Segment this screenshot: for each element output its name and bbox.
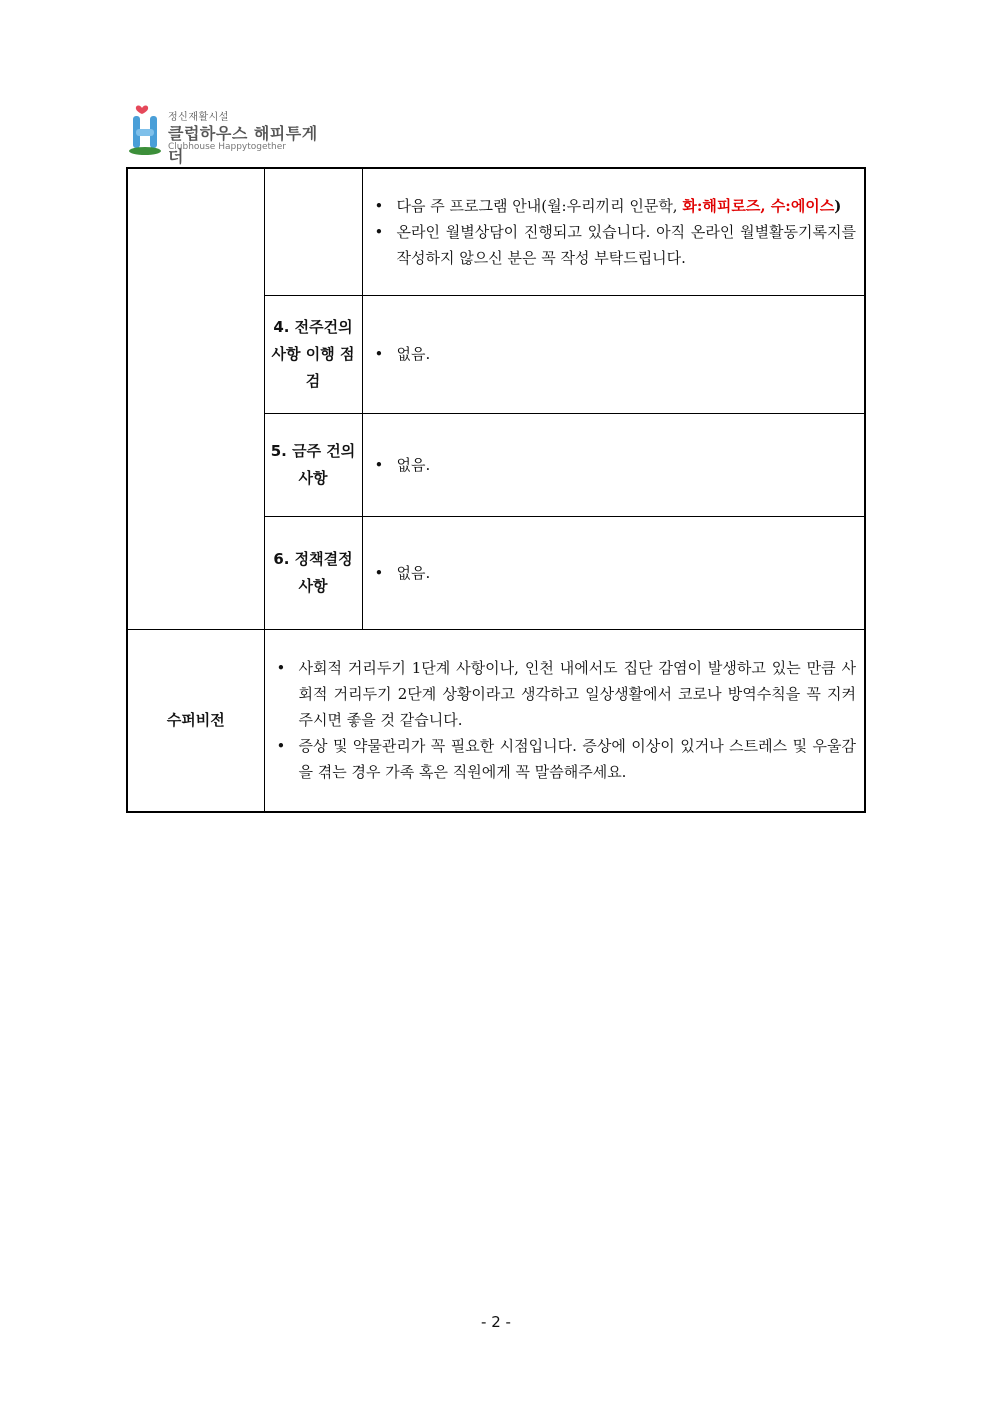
item5-text: 없음. <box>396 455 431 474</box>
list-item: • 없음. <box>374 563 431 582</box>
list-item: • 온라인 월별상담이 진행되고 있습니다. 아직 온라인 월별활동기록지를 작성하지 않으신 분은 꼭 작성 부탁드립니다. <box>374 222 856 267</box>
clubhouse-logo <box>128 104 328 166</box>
table-row <box>127 168 865 295</box>
list-item: • 없음. <box>374 455 431 474</box>
program-guide-close-paren: ) <box>834 196 842 215</box>
program-guide-text: 다음 주 프로그램 안내(월:우리끼리 인문학, <box>396 196 683 215</box>
page-number: - 2 - <box>481 1313 511 1331</box>
empty-label-cell <box>264 168 362 295</box>
logo-english: Clubhouse Happytogether <box>168 142 286 152</box>
logo-subtitle: 정신재활시설 <box>168 112 229 123</box>
item6-content <box>362 516 865 629</box>
table-row <box>127 629 865 812</box>
list-item: • 증상 및 약물관리가 꼭 필요한 시점입니다. 증상에 이상이 있거나 스트레스 및 우울감을 겪는 경우 가족 혹은 직원에게 꼭 말씀해주세요. <box>276 737 856 782</box>
supervision-bullet-2: 증상 및 약물관리가 꼭 필요한 시점입니다. 증상에 이상이 있거나 스트레스 및 우울감을 겪는 경우 가족 혹은 직원에게 꼭 말씀해주세요. <box>298 737 856 782</box>
logo-title: 클럽하우스 해피투게더 <box>168 124 318 166</box>
meeting-minutes-table <box>126 167 866 813</box>
continued-content-cell <box>362 168 865 295</box>
happytogether-logo-icon <box>128 104 166 156</box>
list-item: • 사회적 거리두기 1단계 사항이나, 인천 내에서도 집단 감염이 발생하고 있는 만큼 사회적 거리두기 2단계 상황이라고 생각하고 일상생활에서 코로나 방역수칙을 꼭 지켜주시면 좋을 것 같습니다. <box>276 659 856 730</box>
empty-section-cell <box>127 168 264 629</box>
supervision-content <box>264 629 865 812</box>
item5-content <box>362 413 865 516</box>
item4-text: 없음. <box>396 345 431 363</box>
item5-label: 5. 금주 건의사항 <box>264 413 362 516</box>
item4-content <box>362 295 865 413</box>
list-item: • 없음. <box>374 345 431 363</box>
supervision-label: 수퍼비전 <box>127 629 264 812</box>
program-guide-highlight: 화:해피로즈, 수:에이스 <box>682 196 835 215</box>
item6-text: 없음. <box>396 563 431 582</box>
list-item: • 다음 주 프로그램 안내(월:우리끼리 인문학, 화:해피로즈, 수:에이스) <box>374 196 842 215</box>
item6-label: 6. 정책결정 사항 <box>264 516 362 629</box>
item4-label: 4. 전주건의 사항 이행 점검 <box>264 295 362 413</box>
online-counseling-text: 온라인 월별상담이 진행되고 있습니다. 아직 온라인 월별활동기록지를 작성하지 않으신 분은 꼭 작성 부탁드립니다. <box>396 222 856 267</box>
supervision-bullet-1: 사회적 거리두기 1단계 사항이나, 인천 내에서도 집단 감염이 발생하고 있는 만큼 사회적 거리두기 2단계 상황이라고 생각하고 일상생활에서 코로나 방역수칙을 꼭 지켜주시면 좋을 것 같습니다. <box>298 659 856 730</box>
